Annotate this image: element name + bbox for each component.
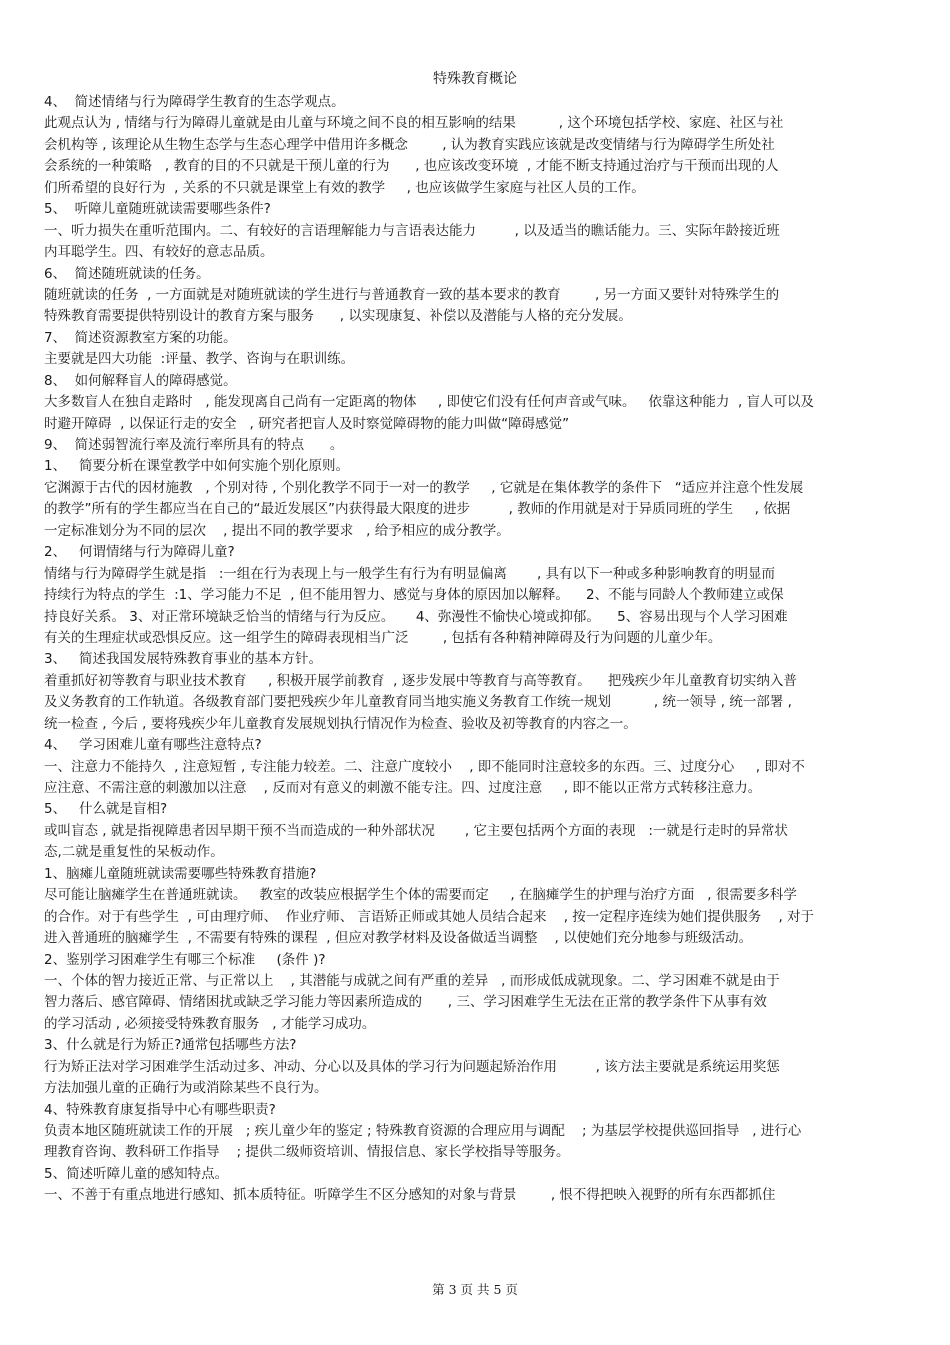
- text-line: 的学习活动 , 必须接受特殊教育服务 , 才能学习成功。: [44, 1015, 376, 1032]
- text-line: 5、 什么就是盲相?: [44, 801, 168, 818]
- text-line: 尽可能让脑瘫学生在普通班就读。 教室的改装应根据学生个体的需要而定 , 在脑瘫学生的护理与治疗方面 , 很需要多科学: [44, 887, 797, 904]
- text-line: 行为矫正法对学习困难学生活动过多、冲动、分心以及具体的学习行为问题起矫治作用 , 该方法主要就是系统运用奖惩: [44, 1058, 780, 1075]
- text-line: 随班就读的任务 , 一方面就是对随班就读的学生进行与普通教育一致的基本要求的教育 , 另一方面又要针对特殊学生的: [44, 286, 780, 303]
- text-line: 它渊源于古代的因材施教 , 个别对待 , 个别化教学不同于一对一的教学 , 它就是在集体教学的条件下 “适应并注意个性发展: [44, 479, 804, 496]
- text-line: 6、 简述随班就读的任务。: [44, 265, 210, 282]
- text-line: 1、脑瘫儿童随班就读需要哪些特殊教育措施?: [44, 865, 317, 882]
- text-line: 一、不善于有重点地进行感知、抓本质特征。听障学生不区分感知的对象与背景 , 恨不得把映入视野的所有东西都抓住: [44, 1187, 776, 1204]
- text-line: 应注意、不需注意的刺激加以注意 , 反而对有意义的刺激不能专注。四、过度注意 , 即不能以正常方式转移注意力。: [44, 780, 762, 796]
- text-line: 或叫盲态 , 就是指视障患者因早期干预不当而造成的一种外部状况 , 它主要包括两个方面的表现 :一就是行走时的异常状: [44, 822, 788, 839]
- text-line: 特殊教育需要提供特别设计的教育方案与服务 , 以实现康复、补偿以及潜能与人格的充分发展。: [44, 308, 632, 325]
- text-line: 3、什么就是行为矫正?通常包括哪些方法?: [44, 1037, 297, 1054]
- text-line: 2、 何谓情绪与行为障碍儿童?: [44, 544, 235, 561]
- text-line: 着重抓好初等教育与职业技术教育 , 积极开展学前教育 , 逐步发展中等教育与高等教育。 把残疾少年儿童教育切实纳入普: [44, 672, 797, 689]
- text-line: 时避开障碍 , 以保证行走的安全 , 研究者把盲人及时察觉障碍物的能力叫做“障碍感觉”: [44, 415, 570, 432]
- text-line: 主要就是四大功能 :评量、教学、咨询与在职训练。: [44, 351, 355, 368]
- text-line: 内耳聪学生。四、有较好的意志品质。: [44, 244, 274, 261]
- text-line: 的合作。对于有些学生 , 可由理疗师、 作业疗师、 言语矫正师或其她人员结合起来 , 按一定程序连续为她们提供服务 , 对于: [44, 908, 815, 925]
- document-body: [44, 92, 906, 1207]
- text-line: 大多数盲人在独自走路时 , 能发现离自己尚有一定距离的物体 , 即使它们没有任何声音或气味。 依靠这种能力 , 盲人可以及: [44, 394, 815, 411]
- text-line: 持续行为特点的学生 :1、学习能力不足 , 但不能用智力、感觉与身体的原因加以解释。 2、不能与同龄人个教师建立或保: [44, 587, 784, 604]
- text-line: 方法加强儿童的正确行为或消除某些不良行为。: [44, 1080, 328, 1097]
- text-line: 8、 如何解释盲人的障碍感觉。: [44, 372, 237, 389]
- text-line: 2、鉴别学习困难学生有哪三个标准 (条件 )?: [44, 951, 326, 968]
- text-line: 会机构等 , 该理论从生物生态学与生态心理学中借用许多概念 , 认为教育实践应该就是改变情绪与行为障碍学生所处社: [44, 136, 775, 153]
- text-line: 进入普通班的脑瘫学生 , 不需要有特殊的课程 , 但应对教学材料及设备做适当调整 , 以使她们充分地参与班级活动。: [44, 930, 753, 947]
- text-line: 3、 简述我国发展特殊教育事业的基本方针。: [44, 651, 322, 668]
- text-line: 一、听力损失在重听范围内。二、有较好的言语理解能力与言语表达能力 , 以及适当的瞧话能力。三、实际年龄接近班: [44, 222, 780, 239]
- text-line: 此观点认为 , 情绪与行为障碍儿童就是由儿童与环境之间不良的相互影响的结果 , 这个环境包括学校、家庭、社区与社: [44, 115, 784, 132]
- text-line: 4、 简述情绪与行为障碍学生教育的生态学观点。: [44, 94, 345, 110]
- text-line: 会系统的一种策略 , 教育的目的不只就是干预儿童的行为 , 也应该改变环境 , 才能不断支持通过治疗与干预而出现的人: [44, 158, 779, 175]
- text-line: 及义务教育的工作轨道。各级教育部门要把残疾少年儿童教育同当地实施义务教育工作统一规划 , 统一领导 , 统一部署 ,: [44, 694, 792, 711]
- document-title: 特殊教育概论: [433, 71, 517, 87]
- page-footer: 第 3 页 共 5 页: [432, 1282, 518, 1297]
- text-line: 一、个体的智力接近正常、与正常以上 , 其潜能与成就之间有严重的差异 , 而形成低成就现象。二、学习困难不就是由于: [44, 972, 780, 989]
- text-line: 7、 简述资源教室方案的功能。: [44, 329, 237, 346]
- text-line: 们所希望的良好行为 , 关系的不只就是课堂上有效的教学 , 也应该做学生家庭与社区人员的工作。: [44, 179, 645, 196]
- text-line: 一、注意力不能持久 , 注意短暂 , 专注能力较差。二、注意广度较小 , 即不能同时注意较多的东西。三、过度分心 , 即对不: [44, 758, 805, 775]
- text-line: 一定标准划分为不同的层次 , 提出不同的教学要求 , 给予相应的成分教学。: [44, 522, 510, 539]
- text-line: 4、 学习困难儿童有哪些注意特点?: [44, 737, 262, 754]
- text-line: 负责本地区随班就读工作的开展 ; 疾儿童少年的鉴定 ; 特殊教育资源的合理应用与调配 ; 为基层学校提供巡回指导 , 进行心: [44, 1123, 802, 1139]
- text-line: 的教学”所有的学生都应当在自己的“最近发展区”内获得最大限度的进步 , 教师的作用就是对于异质同班的学生 , 依据: [44, 501, 791, 518]
- text-line: 9、 简述弱智流行率及流行率所具有的特点 。: [44, 437, 344, 453]
- text-line: 持良好关系。 3、对正常环境缺乏恰当的情绪与行为反应。 4、弥漫性不愉快心境或抑郁。 5、容易出现与个人学习困难: [44, 608, 788, 625]
- text-line: 理教育咨询、教科研工作指导 ; 提供二级师资培训、情报信息、家长学校指导等服务。: [44, 1144, 570, 1161]
- text-line: 态,二就是重复性的呆板动作。: [44, 844, 224, 861]
- text-line: 有关的生理症状或恐惧反应。这一组学生的障碍表现相当广泛 , 包括有各种精神障碍及行为问题的儿童少年。: [44, 629, 722, 646]
- text-line: 5、 听障儿童随班就读需要哪些条件?: [44, 201, 271, 218]
- text-line: 5、简述听障儿童的感知特点。: [44, 1165, 229, 1182]
- text-line: 情绪与行为障碍学生就是指 :一组在行为表现上与一般学生有行为有明显偏离 , 具有以下一种或多种影响教育的明显而: [44, 565, 776, 582]
- text-line: 统一检查 , 今后 , 要将残疾少年儿童教育发展规划执行情况作为检查、验收及初等教育的内容之一。: [44, 715, 637, 732]
- text-line: 智力落后、感官障碍、情绪困扰或缺乏学习能力等因素所造成的 , 三、学习困难学生无法在正常的教学条件下从事有效: [44, 994, 767, 1011]
- text-line: 1、 简要分析在课堂教学中如何实施个别化原则。: [44, 458, 349, 475]
- text-line: 4、特殊教育康复指导中心有哪些职责?: [44, 1101, 276, 1118]
